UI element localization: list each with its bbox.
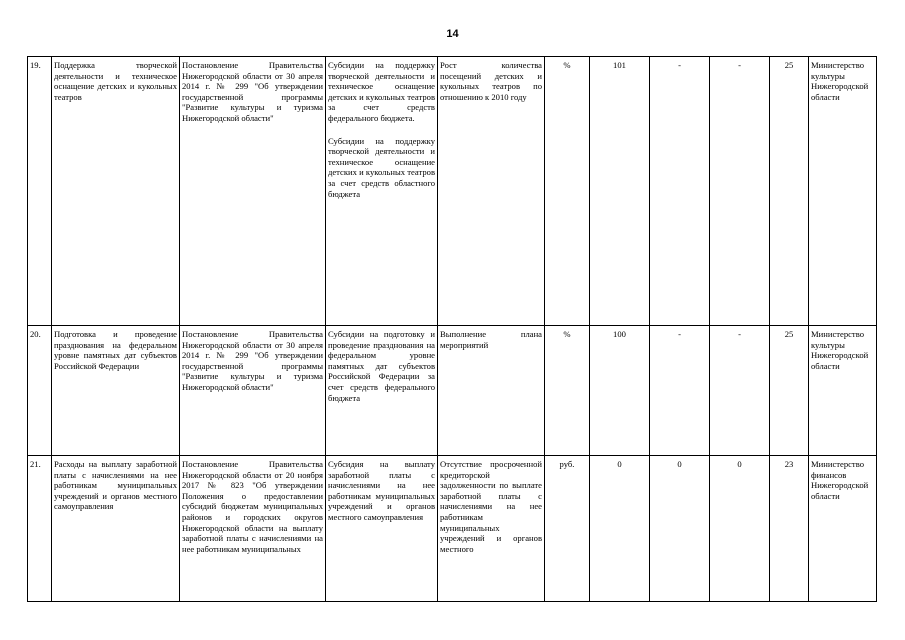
legal-basis: Постановление Правительства Нижегородской области от 30 апреля 2014 г. № 299 "Об утверждении государственной программы "Развитие культуры и туризма Нижегородской области": [180, 57, 326, 326]
legal-basis: Постановление Правительства Нижегородской области от 30 апреля 2014 г. № 299 "Об утверждении государственной программы "Развитие культуры и туризма Нижегородской области": [180, 326, 326, 456]
row-number: 20.: [28, 326, 52, 456]
unit: руб.: [545, 456, 590, 602]
table-row: [28, 326, 877, 456]
value-4: 23: [770, 456, 809, 602]
expense-type: [326, 456, 438, 602]
table-row: [28, 57, 877, 326]
expense-paragraph: Субсидии на подготовку и проведение празднования на федеральном уровне памятных дат субъектов Российской Федерации за счет средств федерального бюджета: [328, 329, 435, 403]
legal-basis: Постановление Правительства Нижегородской области от 20 ноября 2017 № 823 "Об утверждении Положения о предоставлении субсидий бюджетам муниципальных районов и городских округов Нижегородской области на выплату заработной платы с начислениями на нее работникам муниципальных: [180, 456, 326, 602]
value-1: 100: [590, 326, 650, 456]
row-number: 21.: [28, 456, 52, 602]
value-2: 0: [650, 456, 710, 602]
program-table: [27, 56, 877, 602]
expense-type: [326, 326, 438, 456]
row-number: 19.: [28, 57, 52, 326]
value-2: -: [650, 57, 710, 326]
expense-paragraph: Субсидия на выплату заработной платы с начислениями на нее работникам муниципальных учреждений и органов местного самоуправления: [328, 459, 435, 522]
unit: %: [545, 57, 590, 326]
page-number: 14: [446, 28, 459, 40]
value-3: -: [710, 57, 770, 326]
indicator: Рост количества посещений детских и кукольных театров по отношению к 2010 году: [438, 57, 545, 326]
measure-name: Поддержка творческой деятельности и техническое оснащение детских и кукольных театров: [52, 57, 180, 326]
responsible-ministry: Министерство культуры Нижегородской области: [809, 57, 877, 326]
responsible-ministry: Министерство культуры Нижегородской области: [809, 326, 877, 456]
value-1: 0: [590, 456, 650, 602]
expense-paragraph: Субсидии на поддержку творческой деятельности и техническое оснащение детских и кукольных театров за счет средств областного бюджета: [328, 135, 435, 199]
value-4: 25: [770, 57, 809, 326]
indicator: Отсутствие просроченной кредиторской задолженности по выплате заработной платы с начислениями на нее работникам муниципальных учреждений и органов местного: [438, 456, 545, 602]
value-3: -: [710, 326, 770, 456]
expense-type: [326, 57, 438, 326]
indicator: Выполнение плана мероприятий: [438, 326, 545, 456]
table-row: [28, 456, 877, 602]
expense-paragraph: Субсидии на поддержку творческой деятельности и техническое оснащение детских и кукольных театров за счет средств федерального бюджета.: [328, 60, 435, 123]
value-4: 25: [770, 326, 809, 456]
measure-name: Расходы на выплату заработной платы с начислениями на нее работникам муниципальных учреждений и органов местного самоуправления: [52, 456, 180, 602]
responsible-ministry: Министерство финансов Нижегородской области: [809, 456, 877, 602]
value-2: -: [650, 326, 710, 456]
unit: %: [545, 326, 590, 456]
value-1: 101: [590, 57, 650, 326]
measure-name: Подготовка и проведение празднования на федеральном уровне памятных дат субъектов Российской Федерации: [52, 326, 180, 456]
value-3: 0: [710, 456, 770, 602]
